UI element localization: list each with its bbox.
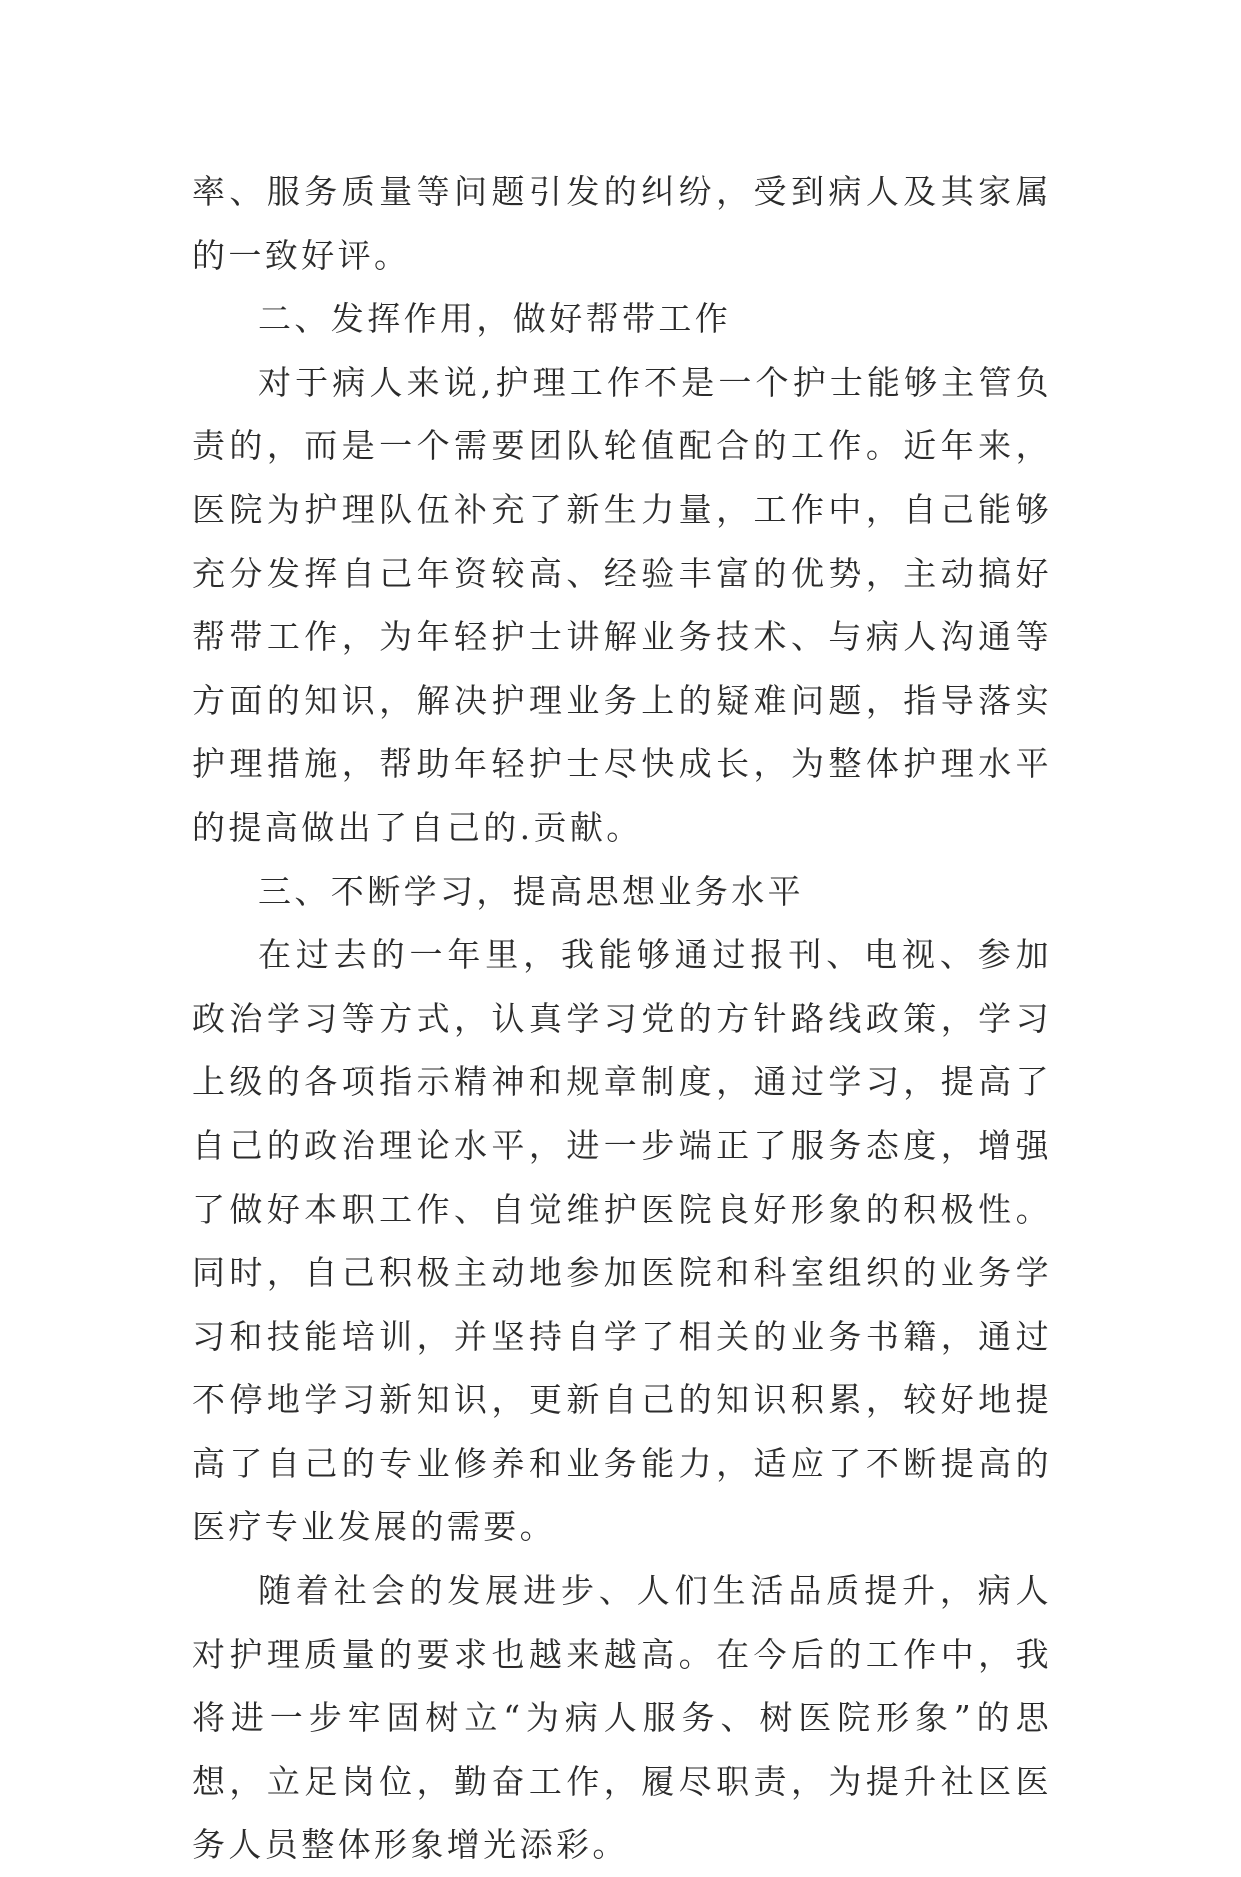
section-heading-2: 二、发挥作用，做好帮带工作: [258, 299, 732, 339]
paragraph-mentoring: 对于病人来说,护理工作不是一个护士能够主管负责的，而是一个需要团队轮值配合的工作。近年来，医院为护理队伍补充了新生力量，工作中，自己能够充分发挥自己年资较高、经验丰富的优势，主动搞好帮带工作，为年轻护士讲解业务技术、与病人沟通等方面的知识，解决护理业务上的疑难问题，指导落实护理措施，帮助年轻护士尽快成长，为整体护理水平的提高做出了自己的.贡献。: [192, 362, 1052, 847]
paragraph-learning: 在过去的一年里，我能够通过报刊、电视、参加政治学习等方式，认真学习党的方针路线政策，学习上级的各项指示精神和规章制度，通过学习，提高了自己的政治理论水平，进一步端正了服务态度，增强了做好本职工作、自觉维护医院良好形象的积极性。同时，自己积极主动地参加医院和科室组织的业务学习和技能培训，并坚持自学了相关的业务书籍，通过不停地学习新知识，更新自己的知识积累，较好地提高了自己的专业修养和业务能力，适应了不断提高的医疗专业发展的需要。: [192, 935, 1052, 1547]
paragraph-conclusion: 随着社会的发展进步、人们生活品质提升，病人对护理质量的要求也越来越高。在今后的工作中，我将进一步牢固树立“为病人服务、树医院形象”的思想，立足岗位，勤奋工作，履尽职责，为提升社区医务人员整体形象增光添彩。: [192, 1571, 1052, 1865]
document-body: [192, 160, 1052, 1877]
paragraph-continuation: 率、服务质量等问题引发的纠纷，受到病人及其家属的一致好评。: [192, 172, 1052, 275]
section-heading-3: 三、不断学习，提高思想业务水平: [258, 871, 804, 911]
